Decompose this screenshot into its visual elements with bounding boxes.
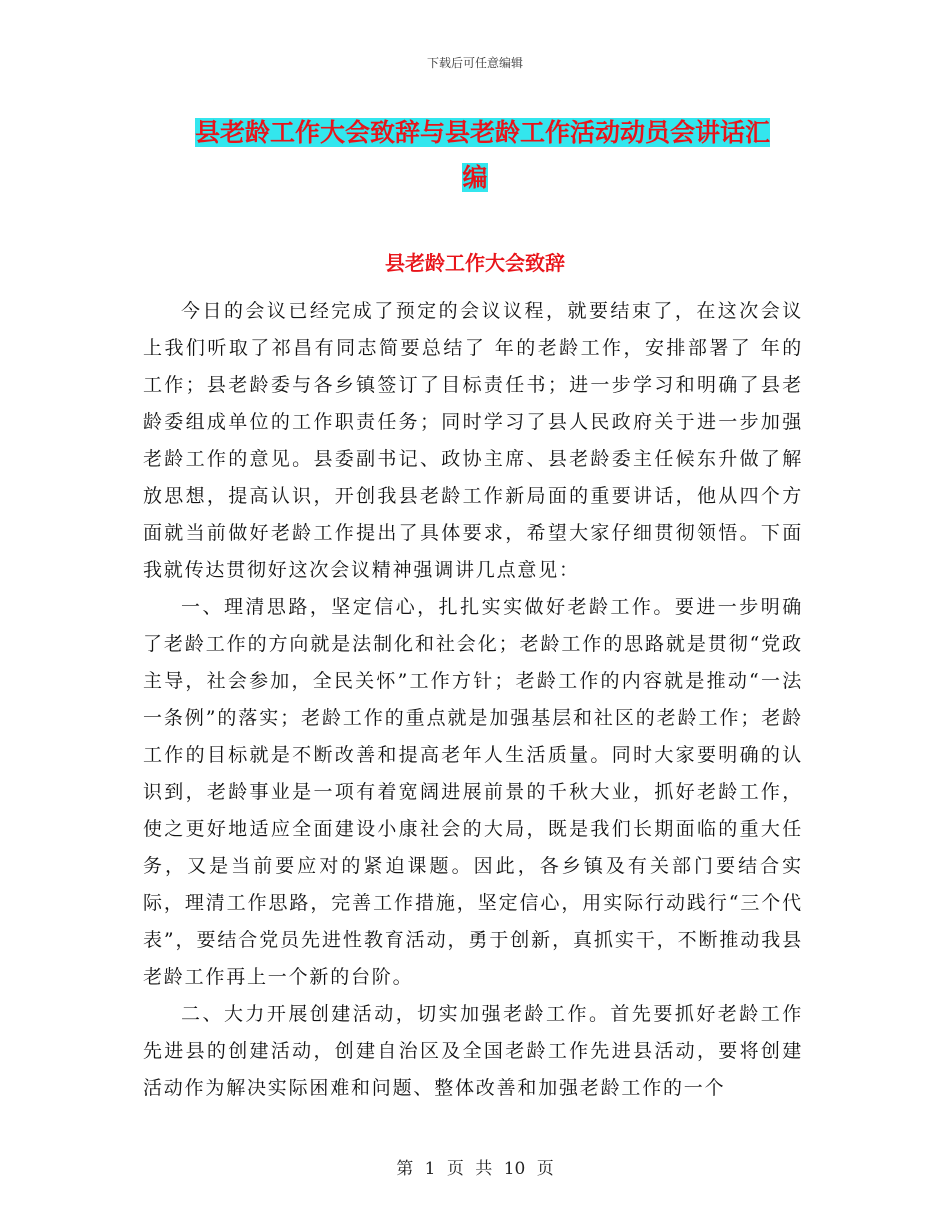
title-line-2: 编 bbox=[462, 163, 488, 192]
page-footer: 第 1 页 共 10 页 bbox=[396, 1159, 554, 1179]
document-title bbox=[195, 110, 805, 200]
paragraph-1: 今日的会议已经完成了预定的会议议程，就要结束了，在这次会议上我们听取了祁昌有同志简要总结了 年的老龄工作，安排部署了 年的工作；县老龄委与各乡镇签订了目标责任书；进一步学习和明确了县老龄委组成单位的工作职责任务；同时学习了县人民政府关于进一步加强老龄工作的意见。县委副书记、政协主席、县老龄委主任候东升做了解放思想，提高认识，开创我县老龄工作新局面的重要讲话，他从四个方面就当前做好老龄工作提出了具体要求，希望大家仔细贯彻领悟。下面我就传达贯彻好这次会议精神强调讲几点意见： bbox=[143, 300, 803, 581]
paragraph-2: 一、理清思路，坚定信心，扎扎实实做好老龄工作。要进一步明确了老龄工作的方向就是法制化和社会化；老龄工作的思路就是贯彻“党政主导，社会参加，全民关怀”工作方针；老龄工作的内容就是推动“一法一条例”的落实；老龄工作的重点就是加强基层和社区的老龄工作；老龄工作的目标就是不断改善和提高老年人生活质量。同时大家要明确的认识到，老龄事业是一项有着宽阔进展前景的千秋大业，抓好老龄工作，使之更好地适应全面建设小康社会的大局，既是我们长期面临的重大任务，又是当前要应对的紧迫课题。因此，各乡镇及有关部门要结合实际，理清工作思路，完善工作措施，坚定信心，用实际行动践行“三个代表”，要结合党员先进性教育活动，勇于创新，真抓实干，不断推动我县老龄工作再上一个新的台阶。 bbox=[143, 596, 803, 988]
document-body bbox=[143, 293, 803, 1107]
section-title: 县老龄工作大会致辞 bbox=[385, 251, 565, 275]
header-note: 下载后可任意编辑 bbox=[426, 56, 523, 70]
paragraph-3: 二、大力开展创建活动，切实加强老龄工作。首先要抓好老龄工作先进县的创建活动，创建自治区及全国老龄工作先进县活动，要将创建活动作为解决实际困难和问题、整体改善和加强老龄工作的一个 bbox=[143, 1003, 803, 1099]
title-line-1: 县老龄工作大会致辞与县老龄工作活动动员会讲话汇 bbox=[195, 118, 771, 147]
